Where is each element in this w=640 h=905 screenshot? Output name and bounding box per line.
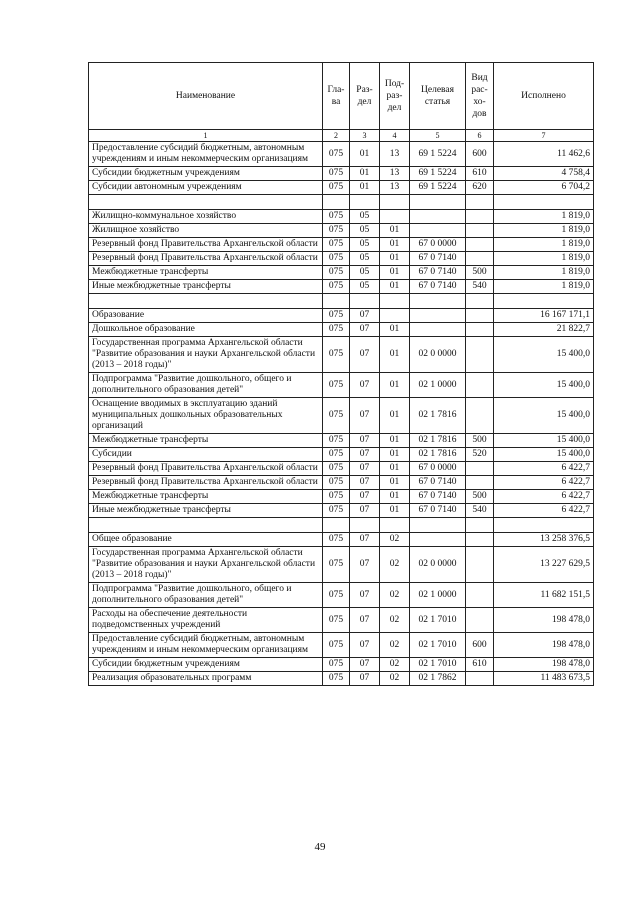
cell-razdel: 07: [350, 323, 380, 337]
table-row: [89, 448, 594, 462]
col-header-ispolneno: Исполнено: [494, 63, 594, 130]
cell-ispolneno: 13 258 376,5: [494, 533, 594, 547]
cell-name: Предоставление субсидий бюджетным, автономным учреждениям и иным некоммерческим организациям: [89, 633, 323, 658]
cell-tselevaya-statya: 69 1 5224: [410, 167, 466, 181]
col-number: 7: [494, 130, 594, 142]
cell-ispolneno: 1 819,0: [494, 280, 594, 294]
cell-glava: 075: [323, 309, 350, 323]
cell-glava: 075: [323, 337, 350, 373]
cell-podrazdel: 01: [380, 448, 410, 462]
cell-ispolneno: 6 422,7: [494, 462, 594, 476]
cell-glava: 075: [323, 476, 350, 490]
cell-podrazdel: 01: [380, 476, 410, 490]
spacer-cell: [466, 518, 494, 533]
cell-name: Резервный фонд Правительства Архангельской области: [89, 476, 323, 490]
cell-ispolneno: 15 400,0: [494, 448, 594, 462]
cell-tselevaya-statya: [410, 224, 466, 238]
cell-name: Жилищное хозяйство: [89, 224, 323, 238]
cell-name: Межбюджетные трансферты: [89, 490, 323, 504]
cell-vid-rashodov: 540: [466, 504, 494, 518]
cell-podrazdel: 01: [380, 280, 410, 294]
cell-name: Дошкольное образование: [89, 323, 323, 337]
cell-tselevaya-statya: 02 1 7010: [410, 658, 466, 672]
col-number: 6: [466, 130, 494, 142]
cell-razdel: 05: [350, 210, 380, 224]
cell-ispolneno: 1 819,0: [494, 266, 594, 280]
cell-razdel: 01: [350, 142, 380, 167]
table-body: [89, 142, 594, 686]
cell-podrazdel: 01: [380, 337, 410, 373]
cell-glava: 075: [323, 238, 350, 252]
cell-tselevaya-statya: [410, 309, 466, 323]
cell-vid-rashodov: 600: [466, 633, 494, 658]
cell-ispolneno: 11 462,6: [494, 142, 594, 167]
table-row: [89, 672, 594, 686]
budget-table: [88, 62, 594, 686]
cell-podrazdel: 01: [380, 238, 410, 252]
cell-glava: 075: [323, 266, 350, 280]
cell-podrazdel: 13: [380, 167, 410, 181]
cell-glava: 075: [323, 434, 350, 448]
cell-razdel: 07: [350, 337, 380, 373]
table-row: [89, 309, 594, 323]
cell-razdel: 05: [350, 266, 380, 280]
column-number-row: [89, 130, 594, 142]
cell-tselevaya-statya: 69 1 5224: [410, 181, 466, 195]
cell-ispolneno: 15 400,0: [494, 398, 594, 434]
cell-ispolneno: 6 704,2: [494, 181, 594, 195]
cell-podrazdel: 01: [380, 434, 410, 448]
spacer-cell: [350, 518, 380, 533]
spacer-cell: [323, 518, 350, 533]
table-row: [89, 608, 594, 633]
cell-razdel: 07: [350, 398, 380, 434]
table-row: [89, 142, 594, 167]
cell-ispolneno: 198 478,0: [494, 633, 594, 658]
table-row: [89, 533, 594, 547]
cell-podrazdel: 02: [380, 533, 410, 547]
table-row: [89, 583, 594, 608]
cell-vid-rashodov: 620: [466, 181, 494, 195]
cell-ispolneno: 13 227 629,5: [494, 547, 594, 583]
cell-glava: 075: [323, 672, 350, 686]
cell-podrazdel: 13: [380, 181, 410, 195]
spacer-row: [89, 195, 594, 210]
table-row: [89, 266, 594, 280]
cell-name: Образование: [89, 309, 323, 323]
cell-vid-rashodov: [466, 672, 494, 686]
spacer-cell: [410, 195, 466, 210]
cell-ispolneno: 198 478,0: [494, 608, 594, 633]
table-row: [89, 181, 594, 195]
spacer-cell: [466, 294, 494, 309]
cell-tselevaya-statya: 67 0 0000: [410, 238, 466, 252]
cell-name: Государственная программа Архангельской области "Развитие образования и науки Архангельской области (2013 – 2018 годы)": [89, 337, 323, 373]
cell-vid-rashodov: [466, 373, 494, 398]
col-number: 1: [89, 130, 323, 142]
cell-razdel: 01: [350, 181, 380, 195]
cell-tselevaya-statya: 02 1 7010: [410, 633, 466, 658]
cell-glava: 075: [323, 490, 350, 504]
cell-ispolneno: 1 819,0: [494, 238, 594, 252]
cell-tselevaya-statya: 02 1 0000: [410, 373, 466, 398]
cell-glava: 075: [323, 658, 350, 672]
cell-razdel: 07: [350, 633, 380, 658]
cell-glava: 075: [323, 252, 350, 266]
cell-podrazdel: 01: [380, 323, 410, 337]
table-row: [89, 490, 594, 504]
cell-name: Субсидии бюджетным учреждениям: [89, 658, 323, 672]
cell-name: Субсидии автономным учреждениям: [89, 181, 323, 195]
table-row: [89, 373, 594, 398]
cell-vid-rashodov: 500: [466, 434, 494, 448]
table-row: [89, 504, 594, 518]
cell-name: Подпрограмма "Развитие дошкольного, общего и дополнительного образования детей": [89, 583, 323, 608]
cell-glava: 075: [323, 448, 350, 462]
cell-podrazdel: 02: [380, 583, 410, 608]
cell-razdel: 05: [350, 252, 380, 266]
cell-podrazdel: 13: [380, 142, 410, 167]
cell-ispolneno: 6 422,7: [494, 490, 594, 504]
cell-glava: 075: [323, 462, 350, 476]
cell-ispolneno: 1 819,0: [494, 210, 594, 224]
cell-vid-rashodov: 500: [466, 266, 494, 280]
cell-name: Субсидии: [89, 448, 323, 462]
cell-name: Межбюджетные трансферты: [89, 266, 323, 280]
spacer-cell: [350, 294, 380, 309]
cell-name: Расходы на обеспечение деятельности подведомственных учреждений: [89, 608, 323, 633]
table-row: [89, 462, 594, 476]
cell-ispolneno: 21 822,7: [494, 323, 594, 337]
cell-ispolneno: 11 682 151,5: [494, 583, 594, 608]
cell-razdel: 07: [350, 373, 380, 398]
cell-vid-rashodov: 540: [466, 280, 494, 294]
cell-tselevaya-statya: 02 1 7816: [410, 448, 466, 462]
cell-vid-rashodov: [466, 462, 494, 476]
cell-name: Подпрограмма "Развитие дошкольного, общего и дополнительного образования детей": [89, 373, 323, 398]
cell-tselevaya-statya: 67 0 7140: [410, 266, 466, 280]
cell-podrazdel: 01: [380, 398, 410, 434]
cell-glava: 075: [323, 323, 350, 337]
cell-name: Субсидии бюджетным учреждениям: [89, 167, 323, 181]
cell-vid-rashodov: [466, 323, 494, 337]
page-number: 49: [314, 841, 326, 853]
cell-glava: 075: [323, 373, 350, 398]
cell-glava: 075: [323, 547, 350, 583]
cell-vid-rashodov: [466, 398, 494, 434]
table-row: [89, 476, 594, 490]
table-row: [89, 167, 594, 181]
cell-tselevaya-statya: 02 0 0000: [410, 547, 466, 583]
cell-podrazdel: 01: [380, 462, 410, 476]
cell-vid-rashodov: [466, 547, 494, 583]
cell-glava: 075: [323, 504, 350, 518]
cell-razdel: 05: [350, 238, 380, 252]
cell-razdel: 07: [350, 672, 380, 686]
spacer-cell: [494, 518, 594, 533]
cell-glava: 075: [323, 533, 350, 547]
cell-tselevaya-statya: 02 0 0000: [410, 337, 466, 373]
spacer-cell: [410, 518, 466, 533]
cell-razdel: 07: [350, 583, 380, 608]
cell-tselevaya-statya: 69 1 5224: [410, 142, 466, 167]
cell-vid-rashodov: [466, 210, 494, 224]
cell-ispolneno: 6 422,7: [494, 476, 594, 490]
table-header-row: [89, 63, 594, 130]
cell-tselevaya-statya: [410, 210, 466, 224]
table-row: [89, 252, 594, 266]
cell-name: Общее образование: [89, 533, 323, 547]
spacer-row: [89, 518, 594, 533]
cell-tselevaya-statya: 67 0 7140: [410, 490, 466, 504]
cell-ispolneno: 11 483 673,5: [494, 672, 594, 686]
col-header-razdel: Раз-дел: [350, 63, 380, 130]
col-number: 5: [410, 130, 466, 142]
cell-vid-rashodov: [466, 224, 494, 238]
cell-podrazdel: [380, 210, 410, 224]
cell-name: Иные межбюджетные трансферты: [89, 280, 323, 294]
cell-vid-rashodov: [466, 337, 494, 373]
cell-razdel: 07: [350, 533, 380, 547]
cell-name: Предоставление субсидий бюджетным, автономным учреждениям и иным некоммерческим организациям: [89, 142, 323, 167]
cell-vid-rashodov: [466, 252, 494, 266]
cell-razdel: 05: [350, 224, 380, 238]
spacer-cell: [380, 294, 410, 309]
cell-tselevaya-statya: 67 0 0000: [410, 462, 466, 476]
table-row: [89, 210, 594, 224]
cell-tselevaya-statya: [410, 323, 466, 337]
cell-ispolneno: 198 478,0: [494, 658, 594, 672]
spacer-cell: [350, 195, 380, 210]
cell-podrazdel: 01: [380, 252, 410, 266]
cell-name: Резервный фонд Правительства Архангельской области: [89, 462, 323, 476]
cell-vid-rashodov: 520: [466, 448, 494, 462]
cell-ispolneno: 15 400,0: [494, 434, 594, 448]
cell-tselevaya-statya: 02 1 7816: [410, 398, 466, 434]
spacer-cell: [380, 195, 410, 210]
cell-razdel: 07: [350, 490, 380, 504]
cell-razdel: 05: [350, 280, 380, 294]
cell-ispolneno: 16 167 171,1: [494, 309, 594, 323]
table-row: [89, 633, 594, 658]
cell-podrazdel: 01: [380, 224, 410, 238]
cell-podrazdel: 02: [380, 658, 410, 672]
cell-vid-rashodov: [466, 238, 494, 252]
col-header-podrazdel: Под-раз-дел: [380, 63, 410, 130]
table-row: [89, 658, 594, 672]
cell-vid-rashodov: 610: [466, 658, 494, 672]
spacer-cell: [89, 195, 323, 210]
cell-tselevaya-statya: 67 0 7140: [410, 476, 466, 490]
cell-ispolneno: 15 400,0: [494, 337, 594, 373]
table-row: [89, 398, 594, 434]
cell-glava: 075: [323, 224, 350, 238]
col-number: 2: [323, 130, 350, 142]
spacer-cell: [89, 518, 323, 533]
cell-glava: 075: [323, 583, 350, 608]
cell-name: Иные межбюджетные трансферты: [89, 504, 323, 518]
cell-razdel: 07: [350, 309, 380, 323]
spacer-cell: [323, 294, 350, 309]
cell-razdel: 01: [350, 167, 380, 181]
col-number: 4: [380, 130, 410, 142]
cell-name: Резервный фонд Правительства Архангельской области: [89, 252, 323, 266]
cell-podrazdel: 02: [380, 633, 410, 658]
cell-razdel: 07: [350, 476, 380, 490]
table-row: [89, 434, 594, 448]
cell-razdel: 07: [350, 658, 380, 672]
cell-vid-rashodov: 610: [466, 167, 494, 181]
table-row: [89, 238, 594, 252]
col-header-tselevaya-statya: Целевая статья: [410, 63, 466, 130]
cell-name: Реализация образовательных программ: [89, 672, 323, 686]
cell-name: Оснащение вводимых в эксплуатацию зданий муниципальных дошкольных образовательных организаций: [89, 398, 323, 434]
cell-vid-rashodov: [466, 583, 494, 608]
cell-razdel: 07: [350, 504, 380, 518]
cell-razdel: 07: [350, 608, 380, 633]
cell-glava: 075: [323, 608, 350, 633]
cell-tselevaya-statya: [410, 533, 466, 547]
table-row: [89, 280, 594, 294]
table-row: [89, 547, 594, 583]
col-header-glava: Гла-ва: [323, 63, 350, 130]
cell-tselevaya-statya: 67 0 7140: [410, 504, 466, 518]
cell-razdel: 07: [350, 462, 380, 476]
cell-razdel: 07: [350, 547, 380, 583]
cell-name: Жилищно-коммунальное хозяйство: [89, 210, 323, 224]
cell-razdel: 07: [350, 434, 380, 448]
cell-podrazdel: [380, 309, 410, 323]
cell-ispolneno: 1 819,0: [494, 224, 594, 238]
cell-glava: 075: [323, 142, 350, 167]
spacer-cell: [494, 294, 594, 309]
spacer-cell: [466, 195, 494, 210]
cell-glava: 075: [323, 633, 350, 658]
cell-glava: 075: [323, 398, 350, 434]
cell-tselevaya-statya: 02 1 7816: [410, 434, 466, 448]
cell-tselevaya-statya: 67 0 7140: [410, 252, 466, 266]
cell-glava: 075: [323, 181, 350, 195]
table-row: [89, 224, 594, 238]
spacer-cell: [323, 195, 350, 210]
cell-podrazdel: 01: [380, 373, 410, 398]
cell-podrazdel: 02: [380, 608, 410, 633]
cell-glava: 075: [323, 167, 350, 181]
cell-podrazdel: 01: [380, 490, 410, 504]
cell-vid-rashodov: [466, 309, 494, 323]
cell-name: Резервный фонд Правительства Архангельской области: [89, 238, 323, 252]
cell-podrazdel: 01: [380, 504, 410, 518]
cell-vid-rashodov: [466, 608, 494, 633]
spacer-cell: [380, 518, 410, 533]
cell-razdel: 07: [350, 448, 380, 462]
spacer-cell: [494, 195, 594, 210]
cell-podrazdel: 02: [380, 547, 410, 583]
cell-ispolneno: 1 819,0: [494, 252, 594, 266]
cell-glava: 075: [323, 280, 350, 294]
cell-vid-rashodov: [466, 533, 494, 547]
cell-podrazdel: 02: [380, 672, 410, 686]
cell-vid-rashodov: 500: [466, 490, 494, 504]
spacer-cell: [89, 294, 323, 309]
spacer-row: [89, 294, 594, 309]
cell-ispolneno: 15 400,0: [494, 373, 594, 398]
cell-tselevaya-statya: 67 0 7140: [410, 280, 466, 294]
cell-vid-rashodov: 600: [466, 142, 494, 167]
cell-name: Межбюджетные трансферты: [89, 434, 323, 448]
cell-tselevaya-statya: 02 1 0000: [410, 583, 466, 608]
col-header-name: Наименование: [89, 63, 323, 130]
cell-ispolneno: 6 422,7: [494, 504, 594, 518]
spacer-cell: [410, 294, 466, 309]
table-row: [89, 337, 594, 373]
col-number: 3: [350, 130, 380, 142]
cell-tselevaya-statya: 02 1 7010: [410, 608, 466, 633]
budget-table-page: [88, 62, 593, 686]
col-header-vid-rashodov: Вид рас-хо-дов: [466, 63, 494, 130]
cell-tselevaya-statya: 02 1 7862: [410, 672, 466, 686]
cell-ispolneno: 4 758,4: [494, 167, 594, 181]
cell-name: Государственная программа Архангельской области "Развитие образования и науки Архангельской области (2013 – 2018 годы)": [89, 547, 323, 583]
cell-vid-rashodov: [466, 476, 494, 490]
cell-podrazdel: 01: [380, 266, 410, 280]
table-row: [89, 323, 594, 337]
cell-glava: 075: [323, 210, 350, 224]
